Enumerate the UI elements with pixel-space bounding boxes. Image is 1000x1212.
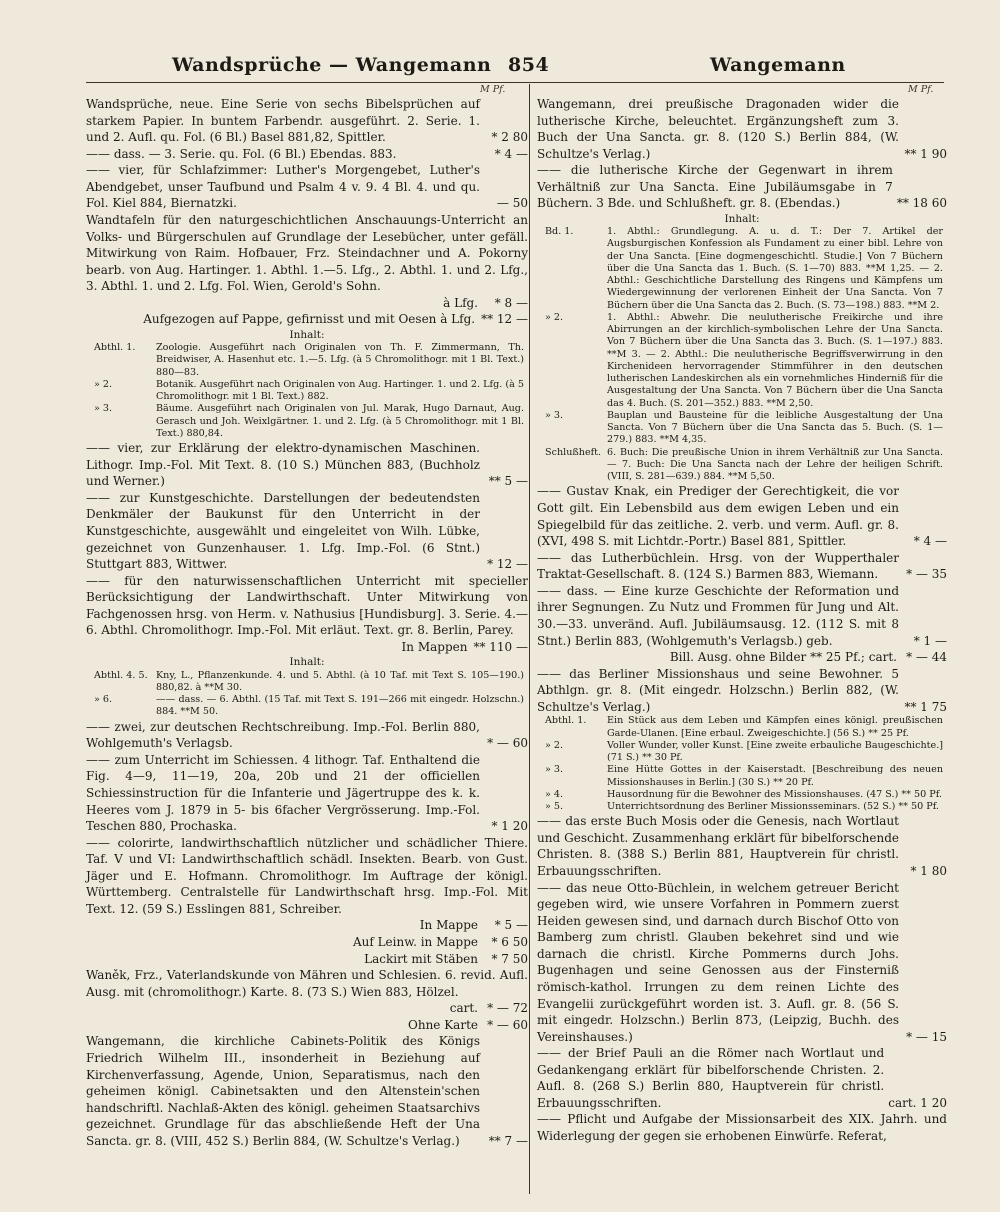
entry-body — [86, 146, 528, 163]
catalog-entry — [537, 550, 947, 583]
entry-price: cart. 1 20 — [888, 1095, 947, 1110]
entry-text: —— das erste Buch Mosis oder die Genesis, nach Wortlaut und Geschicht. Zusammenhang erklärt für bibelforschende Christen. 8. (388 S.) Berlin 881, Hauptverein für christl. Erbauungsschriften. — [537, 814, 899, 878]
price-line — [86, 1017, 528, 1034]
price-line — [86, 951, 528, 968]
entry-text: —— Pflicht und Aufgabe der Missionsarbeit des XIX. Jahrh. und Widerlegung der gegen sie erhobenen Einwürfe. Referat, — [537, 1112, 947, 1143]
catalog-entry — [86, 1017, 528, 1034]
entry-price: ** 5 — — [488, 474, 528, 489]
contents-text: 1. Abthl.: Abwehr. Die neulutherische Freikirche und ihre Abirrungen an der kirchlich-symbolischen Lehre der Una Sancta. Von 7 Büchern über die Una Sancta das 3. Buch. (S. 1—197.) 883. **M 3. — 2. Abthl.: Die neulutherische Begriffsverwirrung in den Kirchenideen hervorragender Stimmführer in den deutschen lutherischen Landeskirchen als ein vornehmliches Hinderniß für die Ausgestaltung der Una Sancta. Von 7 Büchern über die Una Sancta das 4. Buch. (S. 201—352.) 883. **M 2,50. — [607, 311, 943, 409]
entry-text: —— vier, zur Erklärung der elektro-dynamischen Maschinen. Lithogr. Imp.-Fol. Mit Text. 8. (10 S.) München 883, (Buchholz und Werner.) — [86, 441, 480, 489]
contents-row — [537, 410, 947, 447]
entry-text: Wangemann, drei preußische Dragonaden wider die lutherische Kirche, beleuchtet. Ergänzungsheft zum 3. Buch der Una Sancta. gr. 8. (120 S.) Berlin 884, (W. Schultze's Verlag.) — [537, 97, 899, 161]
contents-key: Abthl. 4. 5. — [94, 669, 148, 681]
entry-body — [537, 666, 947, 716]
entry-text: —— dass. — 3. Serie. qu. Fol. (6 Bl.) Ebendas. 883. — [86, 146, 397, 161]
contents-text: Hausordnung für die Bewohner des Missionshauses. (47 S.) ** 50 Pf. — [607, 788, 942, 800]
entry-text: —— das Berliner Missionshaus und seine Bewohner. 5 Abthlgn. gr. 8. (Mit eingedr. Holzschn.) Berlin 882, (W. Schultze's Verlag.) — [537, 666, 899, 714]
entry-variant-label: Auf Leinw. in Mappe — [352, 935, 478, 949]
entry-price: * 4 — — [913, 534, 947, 549]
contents-text: Eine Hütte Gottes in der Kaiserstadt. [Beschreibung des neuen Missionshauses in Berlin.] (30 S.) ** 20 Pf. — [607, 764, 943, 788]
contents-row — [537, 801, 947, 813]
catalog-entry — [86, 719, 528, 752]
entry-variant-label: à Lfg. — [443, 295, 478, 310]
entry-text: —— der Brief Pauli an die Römer nach Wortlaut und Gedankengang erklärt für bibelforschende Christen. 2. Aufl. 8. (268 S.) Berlin 880, Hauptverein für christl. Erbauungsschriften. — [537, 1046, 885, 1110]
entry-body — [86, 835, 528, 918]
contents-row — [537, 447, 947, 484]
entry-variant-label: Aufgezogen auf Pappe, gefirnisst und mit Oesen à Lfg. — [143, 312, 476, 327]
entry-body — [537, 880, 947, 1046]
catalog-entry — [537, 483, 947, 549]
contents-key: Bd. 1. — [545, 226, 574, 238]
entry-body — [86, 162, 528, 212]
contents-row — [537, 789, 947, 801]
contents-key: » 3. — [94, 403, 113, 415]
contents-row — [537, 740, 947, 765]
price-line — [86, 311, 528, 328]
contents-text: Ein Stück aus dem Leben und Kämpfen eines königl. preußischen Garde-Ulanen. [Eine erbaul. Zweigeschichte.] (56 S.) ** 25 Pf. — [607, 715, 943, 739]
contents-row — [86, 694, 528, 719]
entry-body — [537, 813, 947, 879]
contents-row — [86, 403, 528, 440]
entry-price: * — 35 — [906, 567, 947, 582]
entry-text: —— für den naturwissenschaftlichen Unterricht mit specieller Berücksichtigung der Landwirthschaft. Unter Mitwirkung von Fachgenossen hrsg. von Herm. v. Nathusius [Hundisburg]. 3. Serie. 4.—6. Abthl. Chromolithogr. Imp.-Fol. Mit erläut. Text. gr. 8. Berlin, Parey. — [86, 573, 528, 638]
price-line — [86, 639, 528, 656]
price-line — [86, 917, 528, 934]
contents-key: » 2. — [545, 311, 564, 323]
contents-row — [537, 312, 947, 410]
entry-price: * — 60 — [487, 1017, 528, 1032]
entry-text: —— dass. — Eine kurze Geschichte der Reformation und ihrer Segnungen. Zu Nutz und Frommen für Jung und Alt. 30.—33. unveränd. Aufl. Jubiläumsausg. 12. (112 S. mit 8 Stnt.) Berlin 883, (Wohlgemuth's Verlagsb.) geb. — [537, 583, 899, 648]
entry-variant-label: In Mappe — [419, 918, 478, 933]
currency-label-left: M Pf. — [480, 84, 506, 95]
contents-key: Schlußheft. — [545, 446, 602, 458]
contents-title: Inhalt: — [289, 328, 325, 341]
entry-body — [86, 719, 528, 752]
entry-text: —— zur Kunstgeschichte. Darstellungen der bedeutendsten Denkmäler der Baukunst für den Unterricht in der Kunstgeschichte, ausgewählt und eingeleitet von Wilh. Lübke, gezeichnet von Gunzenhauser. 1. Lfg. Imp.-Fol. (6 Stnt.) Stuttgart 883, Wittwer. — [86, 490, 480, 572]
entry-text: —— Gustav Knak, ein Prediger der Gerechtigkeit, die vor Gott gilt. Ein Lebensbild aus dem ewigen Leben und ein Spiegelbild für das zeitliche. 2. verb. und verm. Aufl. gr. 8. (XVI, 498 S. mit Lichtdr.-Portr.) Basel 881, Spittler. — [537, 484, 899, 549]
catalog-entry — [86, 212, 528, 295]
entry-price: ** 12 — — [481, 312, 528, 327]
contents-row — [86, 379, 528, 404]
catalog-entry — [86, 917, 528, 934]
entry-text: —— das Lutherbüchlein. Hrsg. von der Wupperthaler Traktat-Gesellschaft. 8. (124 S.) Barmen 883, Wiemann. — [537, 550, 899, 582]
entry-text: —— zwei, zur deutschen Rechtschreibung. Imp.-Fol. Berlin 880, Wohlgemuth's Verlagsb. — [86, 719, 480, 751]
entry-body — [86, 967, 528, 1000]
entry-price: * 8 — — [494, 295, 528, 310]
contents-title: Inhalt: — [289, 656, 325, 669]
entry-body — [86, 490, 528, 573]
entry-text: Wandtafeln für den naturgeschichtlichen Anschauungs-Unterricht an Volks- und Bürgerschulen auf Grundlage der Lesebücher, unter gefäll. Mitwirkung von Raim. Hofbauer, Frz. Steindachner und A. Pokorny bearb. von Aug. Hartinger. 1. Abthl. 1.—5. Lfg., 2. Abthl. 1. und 2. Lfg., 3. Abthl. 1. und 2. Lfg. Fol. Wien, Gerold's Sohn. — [86, 212, 528, 294]
entry-body — [537, 583, 947, 649]
header-right-title: Wangemann — [710, 54, 846, 76]
entry-body — [86, 752, 528, 835]
entry-variant-label: In Mappen — [401, 639, 468, 654]
catalog-entry — [86, 96, 528, 146]
contents-text: —— dass. — 6. Abthl. (15 Taf. mit Text S. 191—266 mit eingedr. Holzschn.) 884. **M 50. — [156, 694, 524, 718]
contents-block — [86, 656, 528, 718]
contents-text: Bäume. Ausgeführt nach Originalen von Jul. Marak, Hugo Darnaut, Aug. Gerasch und Joh. Weixlgärtner. 1. und 2. Lfg. (à 5 Chromolithogr. mit 1 Bl. Text.) 880,84. — [156, 403, 524, 439]
entry-price: * 1 — — [913, 633, 947, 648]
right-column — [537, 96, 947, 1145]
contents-row — [86, 670, 528, 695]
entry-text: Wangemann, die kirchliche Cabinets-Politik des Königs Friedrich Wilhelm III., insonderheit in Beziehung auf Kirchenverfassung, Agende, Union, Separatismus, nach den geheimen königl. Cabinetsakten und den Altenstein'schen handschriftl. Nachlaß-Akten des königl. geheimen Staatsarchivs gezeichnet. Grundlage für das abschließende Heft der Una Sancta. gr. 8. (VIII, 452 S.) Berlin 884, (W. Schultze's Verlag.) — [86, 1034, 480, 1148]
contents-key: » 3. — [545, 764, 564, 776]
catalog-entry — [86, 835, 528, 918]
contents-key: » 6. — [94, 694, 113, 706]
header-rule — [86, 82, 944, 83]
catalog-entry — [537, 813, 947, 879]
contents-text: Kny, L., Pflanzenkunde. 4. und 5. Abthl. (à 10 Taf. mit Text S. 105—190.) 880,82. à **M 30. — [156, 669, 524, 693]
entry-price: * 4 — — [494, 146, 528, 161]
catalog-entry — [537, 1045, 947, 1111]
catalog-entry — [537, 162, 947, 212]
currency-label-right: M Pf. — [908, 84, 934, 95]
catalog-entry — [86, 752, 528, 835]
entry-body — [537, 550, 947, 583]
entry-body — [86, 212, 528, 295]
catalog-entry — [86, 440, 528, 490]
price-line — [537, 649, 947, 666]
entry-text: —— das neue Otto-Büchlein, in welchem getreuer Bericht gegeben wird, wie unsere Vorfahren in Pommern zuerst Heiden gewesen sind, und darnach durch Bischof Otto von Bamberg zum christl. Glauben bekehret sind und wie darnach die christl. Kirche Pommerns durch Johs. Bugenhagen und seine Genossen aus der Finsterniß römisch-kathol. Irrungen zu dem reinen Lichte des Evangelii zurückgeführt worden ist. 3. Aufl. gr. 8. (56 S. mit eingedr. Holzschn.) Berlin 873, (Leipzig, Buchh. des Vereinshauses.) — [537, 880, 899, 1044]
entry-body — [537, 96, 947, 162]
entry-price: ** 1 90 — [904, 146, 947, 161]
catalog-entry — [86, 1033, 528, 1149]
entry-body — [86, 96, 528, 146]
contents-block — [537, 715, 947, 813]
contents-key: Abthl. 1. — [545, 715, 587, 727]
contents-text: Botanik. Ausgeführt nach Originalen von Aug. Hartinger. 1. und 2. Lfg. (à 5 Chromolithogr. mit 1 Bl. Text.) 882. — [156, 378, 524, 403]
catalog-entry — [86, 1000, 528, 1017]
contents-row — [537, 226, 947, 312]
entry-body — [537, 483, 947, 549]
contents-key: Abthl. 1. — [94, 342, 136, 354]
entry-text: Wandsprüche, neue. Eine Serie von sechs Bibelsprüchen auf starkem Papier. In buntem Farbendr. ausgeführt. 2. Serie. 1. und 2. Aufl. qu. Fol. (6 Bl.) Basel 881,82, Spittler. — [86, 97, 480, 145]
page-number: 854 — [508, 54, 550, 76]
entry-price: ** 7 — — [488, 1133, 528, 1148]
contents-block — [537, 213, 947, 484]
entry-text: —— zum Unterricht im Schiessen. 4 lithogr. Taf. Enthaltend die Fig. 4—9, 11—19, 20a, 20b und 21 der officiellen Schiessinstruction für die Infanterie und Jägertruppe des k. k. Heeres vom J. 1879 in 5- bis 6facher Vergrösserung. Imp.-Fol. Teschen 880, Prochaska. — [86, 752, 480, 834]
contents-text: 6. Buch: Die preußische Union in ihrem Verhältniß zur Una Sancta. — 7. Buch: Die Una Sancta nach der Lehre der heiligen Schrift. (VIII, S. 281—639.) 884. **M 5,50. — [607, 446, 943, 483]
entry-price: * — 15 — [906, 1029, 947, 1044]
contents-title: Inhalt: — [724, 212, 760, 225]
entry-body — [86, 1033, 528, 1149]
entry-variant-label: Lackirt mit Stäben — [364, 951, 478, 966]
catalog-entry — [86, 934, 528, 951]
catalog-entry — [86, 639, 528, 656]
column-divider — [529, 84, 530, 1194]
entry-variant-label: cart. — [449, 1001, 478, 1016]
catalog-entry — [86, 490, 528, 573]
price-line — [86, 295, 528, 312]
entry-text: —— die lutherische Kirche der Gegenwart in ihrem Verhältniß zur Una Sancta. Eine Jubiläumsgabe in 7 Büchern. 3 Bde. und Schlußheft. gr. 8. (Ebendas.) — [537, 163, 893, 211]
entry-price: * 7 50 — [491, 951, 528, 966]
catalog-entry — [86, 311, 528, 328]
entry-text: —— vier, für Schlafzimmer: Luther's Morgengebet, Luther's Abendgebet, unser Taufbund und Psalm 4 v. 9. 4 Bl. 4. und qu. Fol. Kiel 884, Biernatzki. — [86, 163, 480, 211]
entry-variant-label: Bill. Ausg. ohne Bilder ** 25 Pf.; cart. — [669, 650, 897, 665]
entry-price: ** 18 60 — [896, 196, 947, 211]
contents-key: » 5. — [545, 801, 564, 813]
catalog-entry — [537, 96, 947, 162]
entry-price: * 12 — — [487, 557, 528, 572]
price-line — [86, 1000, 528, 1017]
catalog-entry — [86, 951, 528, 968]
contents-text: Voller Wunder, voller Kunst. [Eine zweite erbauliche Baugeschichte.] (71 S.) ** 30 Pf. — [607, 739, 943, 764]
entry-price: * — 72 — [487, 1001, 528, 1016]
entry-text: Waněk, Frz., Vaterlandskunde von Mähren und Schlesien. 6. revid. Aufl. Ausg. mit (chromolithogr.) Karte. 8. (73 S.) Wien 883, Hölzel. — [86, 968, 528, 999]
catalog-entry — [537, 583, 947, 649]
entry-price: * 1 80 — [910, 864, 947, 878]
entry-price: * 6 50 — [491, 935, 528, 949]
catalog-entry — [537, 1111, 947, 1144]
contents-row — [537, 715, 947, 740]
catalog-entry — [86, 573, 528, 639]
contents-row — [537, 764, 947, 789]
catalog-entry — [86, 967, 528, 1000]
entry-price: ** 1 75 — [904, 699, 947, 714]
entry-body — [537, 1111, 947, 1144]
contents-text: Zoologie. Ausgeführt nach Originalen von Th. F. Zimmermann, Th. Breidwiser, A. Hasenhut etc. 1.—5. Lfg. (à 5 Chromolithogr. mit 1 Bl. Text.) 880—83. — [156, 342, 524, 378]
contents-key: » 4. — [545, 788, 564, 800]
contents-key: » 2. — [545, 739, 564, 751]
entry-text: —— colorirte, landwirthschaftlich nützlicher und schädlicher Thiere. Taf. V und VI: Landwirthschaftlich schädl. Insekten. Bearb. von Gust. Jäger und E. Hofmann. Chromolithogr. Im Auftrage der königl. Württemberg. Centralstelle für Landwirthschaft hrsg. Imp.-Fol. Mit Text. 12. (59 S.) Esslingen 881, Schreiber. — [86, 835, 528, 916]
entry-body — [537, 1045, 947, 1111]
left-column — [86, 96, 528, 1149]
entry-variant-label: Ohne Karte — [408, 1017, 478, 1032]
contents-text: Bauplan und Bausteine für die leibliche Ausgestaltung der Una Sancta. Von 7 Büchern über die Una Sancta das 5. Buch. (S. 1—279.) 883. **M 4,35. — [607, 409, 943, 446]
contents-text: 1. Abthl.: Grundlegung. A. u. d. T.: Der 7. Artikel der Augsburgischen Konfession als Fundament zu einer bibl. Lehre von der Una Sancta. [Eine dogmengeschichtl. Studie.] Von 7 Büchern über die Una Sancta das 1. Buch. (S. 1—70) 883. **M 1,25. — 2. Abthl.: Geschichtliche Darstellung des Ringens und Kämpfens um Wiedergewinnung der verlorenen Einheit der Una Sancta. Von 7 Büchern über die Una Sancta das 2. Buch. (S. 73—198.) 883. **M 2. — [607, 226, 943, 311]
entry-body — [537, 162, 947, 212]
contents-key: » 2. — [94, 378, 113, 390]
contents-key: » 3. — [545, 409, 564, 421]
contents-row — [86, 342, 528, 379]
entry-price: ** 110 — — [473, 639, 528, 654]
entry-body — [86, 440, 528, 490]
price-line — [86, 934, 528, 951]
entry-price: — 50 — [496, 196, 528, 211]
entry-price: * 1 20 — [491, 819, 528, 834]
header-left-title: Wandsprüche — Wangemann — [172, 54, 492, 76]
entry-price: * — 44 — [906, 650, 947, 665]
catalog-entry — [537, 649, 947, 666]
entry-price: * 5 — — [494, 918, 528, 933]
catalog-entry — [86, 162, 528, 212]
catalog-entry — [537, 880, 947, 1046]
catalog-entry — [537, 666, 947, 716]
entry-price: * 2 80 — [491, 130, 528, 145]
contents-block — [86, 329, 528, 440]
catalog-entry — [86, 146, 528, 163]
catalog-entry — [86, 295, 528, 312]
entry-price: * — 60 — [487, 736, 528, 751]
entry-body — [86, 573, 528, 639]
contents-text: Unterrichtsordnung des Berliner Missionsseminars. (52 S.) ** 50 Pf. — [607, 801, 939, 813]
